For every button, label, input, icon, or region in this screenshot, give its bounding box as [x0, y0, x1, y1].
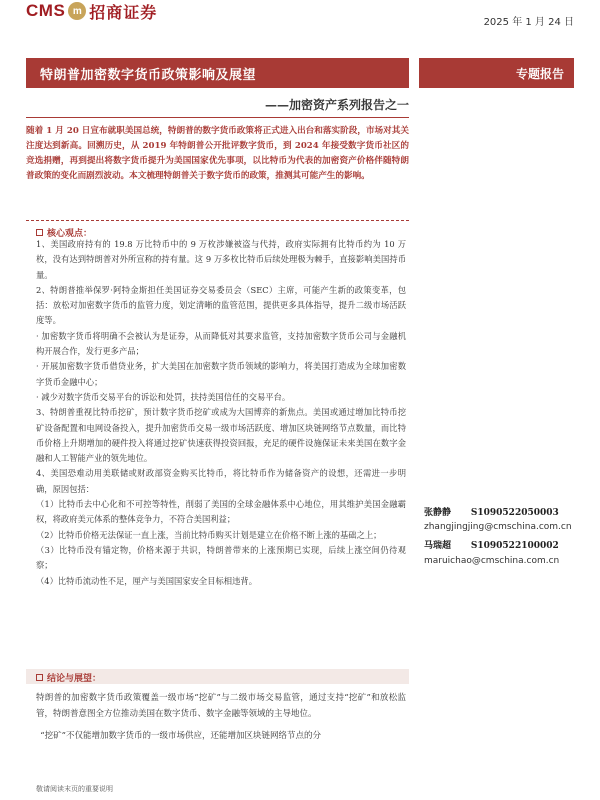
logo-mark-icon: m: [68, 2, 86, 20]
core-point: · 加密数字货币将明确不会被认为是证券，从而降低对其要求监管，支持加密数字货币公司与金融机构开展合作，发行更多产品；: [36, 330, 406, 357]
conclusion-body: [36, 690, 406, 744]
report-type-tag: 专题报告: [419, 58, 574, 88]
report-subtitle: ——加密资产系列报告之一: [264, 98, 409, 112]
core-point: 1、美国政府持有的 19.8 万比特币中的 9 万枚涉嫌被盗与代持，政府实际拥有比特币约为 10 万枚，没有达到特朗普对外所宣称的持有量。这 9 万多枚比特币后续处理极为棘手，直接影响美国持币量。: [36, 239, 406, 280]
core-point: （3）比特币没有锚定物，价格来源于共识，特朗普带来的上涨预期已实现，后续上涨空间仍待观察；: [36, 544, 406, 571]
analyst-2: [424, 538, 559, 551]
conclusion-paragraph: 特朗普的加密数字货币政策覆盖一级市场“挖矿”与二级市场交易监管，通过支持“挖矿”和放松监管，特朗普意图全方位推动美国在数字货币、数字金融等领域的主导地位。: [36, 693, 406, 719]
logo-text-cn: 招商证券: [89, 2, 158, 22]
analyst-email[interactable]: zhangjingjing@cmschina.com.cn: [424, 522, 572, 532]
core-point: · 开展加密数字货币借贷业务，扩大美国在加密数字货币领域的影响力，将美国打造成为全球加密数字货币金融中心；: [36, 361, 406, 387]
core-point: （1）比特币去中心化和不可控等特性，削弱了美国的全球金融体系中心地位，用其维护美国金融霸权，将政府美元体系的整体竞争力，不符合美国利益；: [36, 499, 406, 525]
analyst-license: S1090522100002: [470, 541, 559, 551]
conclusion-heading: [36, 671, 101, 684]
subtitle-divider: [26, 117, 409, 118]
report-title: 特朗普加密数字货币政策影响及展望: [26, 58, 409, 88]
abstract: 随着 1 月 20 日宣布就职美国总统，特朗普的数字货币政策将正式进入出台和落实阶段，市场对其关注度达到新高。回溯历史，从 2019 年特朗普公开批评数字货币，到 2024 年接受数字货币社区的竞选捐赠，再到提出将数字货币提升为美国国家优先事项，以比特币为代表的加密资产价格伴随特朗普政策的变化而剧烈波动。本文梳理特朗普关于数字货币的政策，推测其可能产生的影响。: [26, 126, 409, 181]
core-point: 3、特朗普重视比特币挖矿，预计数字货币挖矿或成为大国博弈的新焦点。美国或通过增加比特币挖矿设备配置和电网设备投入，提升加密货币交易一级市场活跃度、增加区块链网络节点数量，而比特币价格上升期增加的硬件投入将通过挖矿快速获得投资回报，充足的硬件设施保证未来美国在数字金融和人工智能产业的领先地位。: [36, 407, 406, 464]
checkbox-bullet-icon: [36, 674, 43, 681]
abstract-divider: [26, 220, 409, 221]
footer-note: 敬请阅读末页的重要说明: [36, 785, 113, 793]
analyst-name: 马瑞超: [424, 541, 452, 551]
analyst-name: 张静静: [424, 508, 452, 518]
core-point: （4）比特币流动性不足，厘产与美国国家安全目标相违背。: [36, 575, 257, 586]
core-point: · 减少对数字货币交易平台的诉讼和处罚，扶持美国信任的交易平台。: [36, 391, 291, 402]
core-point: 4、美国恐难动用美联储或财政部资金购买比特币，将比特币作为储备资产的设想，还需进一步明确，原因包括：: [36, 468, 406, 494]
checkbox-bullet-icon: [36, 229, 43, 236]
core-points: [36, 237, 406, 589]
analyst-1: [424, 505, 559, 518]
logo-text-en: CMS: [26, 1, 66, 20]
report-date: 2025 年 1 月 24 日: [483, 17, 574, 28]
core-point: 2、特朗普推举保罗·阿特金斯担任美国证券交易委员会（SEC）主席，可能产生新的政策变革，包括：放松对加密数字货币的监管力度，划定清晰的监管范围，提供更多具体指导，提升二级市场活跃度等。: [36, 284, 406, 326]
core-point: （2）比特币价格无法保证一直上涨，当前比特币购买计划是建立在价格不断上涨的基础之上；: [36, 529, 382, 540]
conclusion-heading-label: 结论与展望：: [47, 674, 102, 684]
analyst-email[interactable]: maruichao@cmschina.com.cn: [424, 556, 560, 566]
core-heading-label: 核心观点：: [47, 229, 93, 239]
conclusion-paragraph: “挖矿”不仅能增加数字货币的一级市场供应，还能增加区块链网络节点的分: [40, 731, 321, 741]
analyst-license: S1090522050003: [470, 508, 559, 518]
company-logo: [26, 0, 157, 22]
